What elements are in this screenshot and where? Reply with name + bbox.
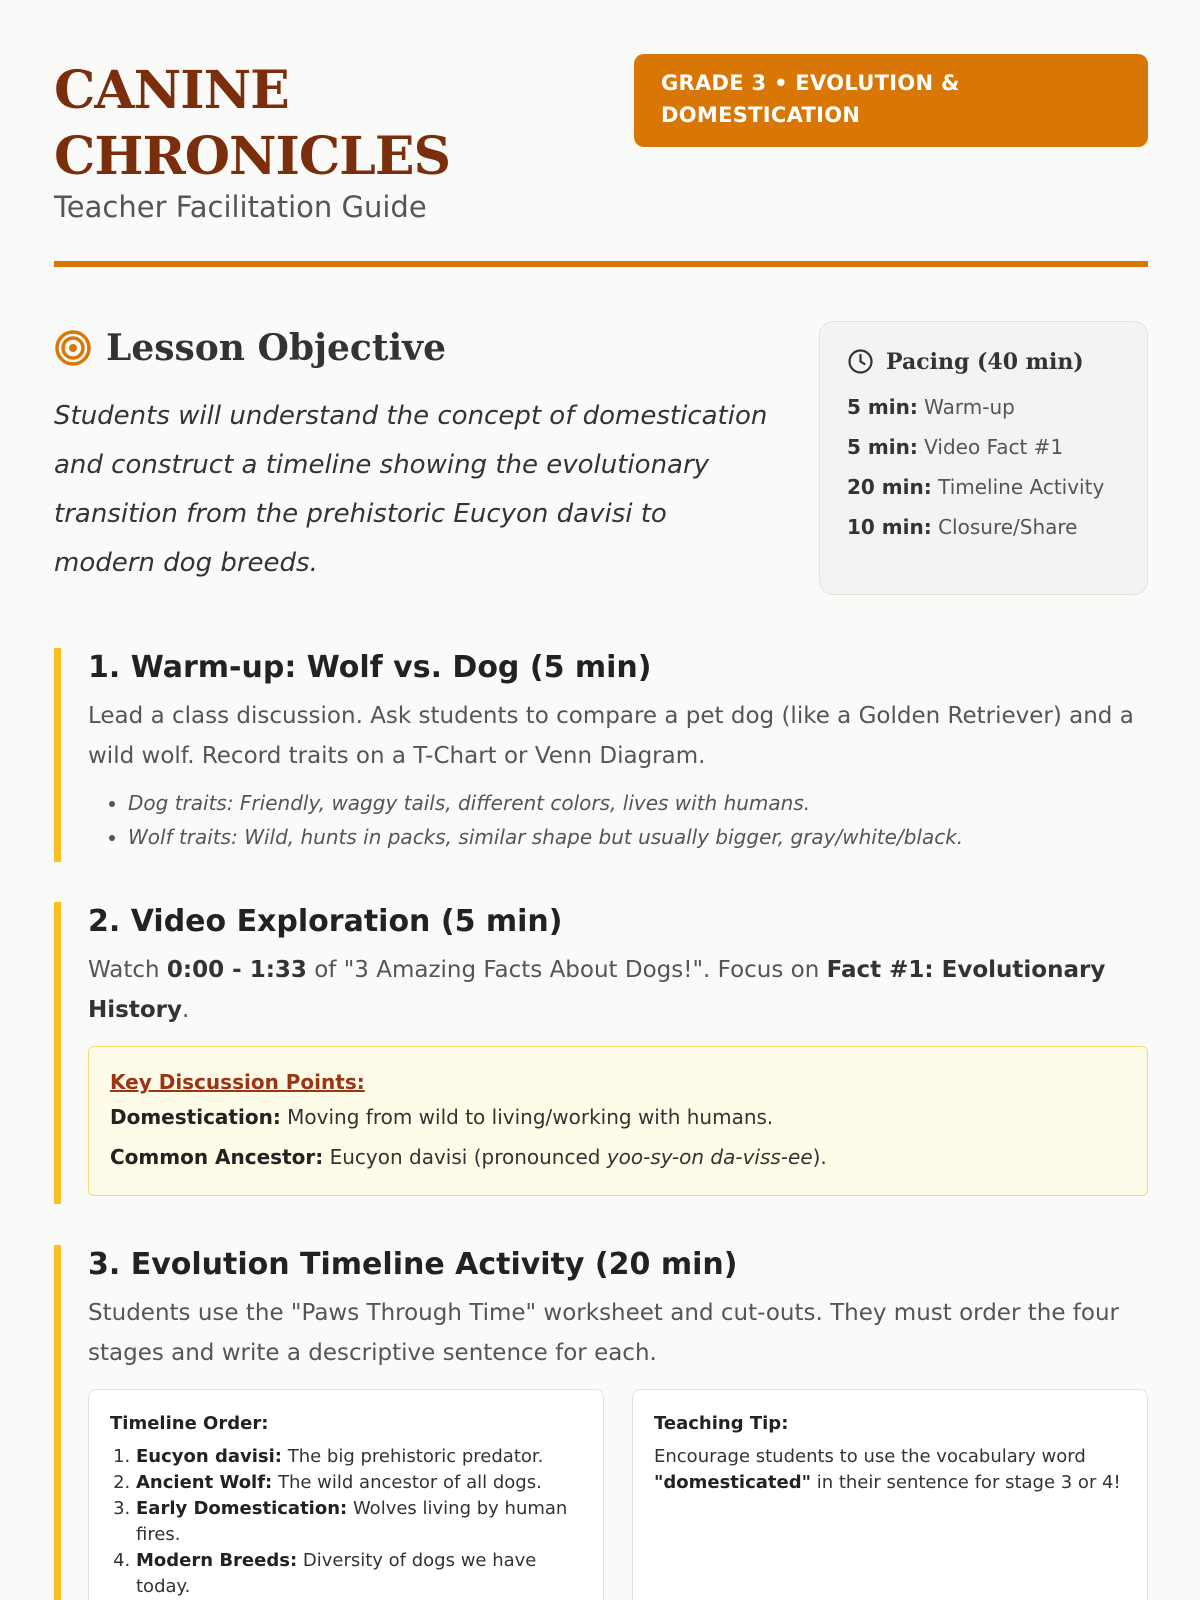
objective-title: Lesson Objective <box>106 327 446 369</box>
section-body: Lead a class discussion. Ask students to compare a pet dog (like a Golden Retriever) and a wild wolf. Record traits on a T-Chart or Venn Diagram. <box>88 703 1134 769</box>
section-body: Watch 0:00 - 1:33 of "3 Amazing Facts About Dogs!". Focus on Fact #1: Evolutionary History. <box>88 957 1106 1023</box>
objective-text: Students will understand the concept of domestication and construct a timeline showing the evolutionary transition from the prehistoric Eucyon davisi to modern dog breeds. <box>54 401 768 578</box>
target-icon <box>54 329 92 367</box>
list-item: • Wolf traits: Wild, hunts in packs, similar shape but usually bigger, gray/white/black. <box>128 820 1148 854</box>
card-title: Timeline Order: <box>110 1413 269 1434</box>
tip-text: Encourage students to use the vocabulary word "domesticated" in their sentence for stage 3 or 4! <box>654 1446 1121 1493</box>
badge-line-2: DOMESTICATION <box>661 103 861 127</box>
lesson-objective <box>54 320 774 588</box>
clock-icon <box>847 348 874 375</box>
header <box>54 0 1148 268</box>
pacing-title: Pacing (40 min) <box>886 348 1084 375</box>
page-title <box>54 58 614 190</box>
objective-header <box>54 320 774 376</box>
pacing-box <box>819 321 1148 595</box>
key-point: Common Ancestor: Eucyon davisi (pronounced yoo-sy-on da-viss-ee). <box>110 1145 827 1169</box>
list-item: 1. Eucyon davisi: The big prehistoric predator. <box>136 1444 582 1470</box>
key-discussion-title: Key Discussion Points: <box>110 1070 365 1094</box>
trait-list <box>88 786 1148 854</box>
section-timeline <box>54 1245 1148 1600</box>
title-line-2: CHRONICLES <box>54 126 451 187</box>
timeline-order-card <box>88 1389 604 1600</box>
page <box>54 0 1148 1597</box>
list-item: 4. Modern Breeds: Diversity of dogs we have today. <box>136 1548 582 1600</box>
page-subtitle: Teacher Facilitation Guide <box>54 190 427 224</box>
badge-line-1: GRADE 3 • EVOLUTION & <box>661 71 960 95</box>
list-item: 3. Early Domestication: Wolves living by human fires. <box>136 1496 582 1548</box>
pacing-row: 5 min: Video Fact #1 <box>847 435 1064 459</box>
section-title: 3. Evolution Timeline Activity (20 min) <box>88 1247 738 1282</box>
card-title: Teaching Tip: <box>654 1413 789 1434</box>
activity-cards <box>88 1389 1148 1600</box>
section-title: 2. Video Exploration (5 min) <box>88 904 563 939</box>
section-body: Students use the "Paws Through Time" worksheet and cut-outs. They must order the four stages and write a descriptive sentence for each. <box>88 1300 1119 1366</box>
pacing-row: 20 min: Timeline Activity <box>847 475 1105 499</box>
pacing-row: 10 min: Closure/Share <box>847 515 1078 539</box>
title-line-1: CANINE <box>54 60 289 121</box>
key-discussion-box <box>88 1046 1148 1196</box>
section-video <box>54 902 1148 1204</box>
section-title: 1. Warm-up: Wolf vs. Dog (5 min) <box>88 650 652 685</box>
pacing-header <box>847 348 1120 375</box>
key-point: Domestication: Moving from wild to living/working with humans. <box>110 1105 774 1129</box>
list-item: • Dog traits: Friendly, waggy tails, different colors, lives with humans. <box>128 786 1148 820</box>
list-item: 2. Ancient Wolf: The wild ancestor of all dogs. <box>136 1470 582 1496</box>
pacing-row: 5 min: Warm-up <box>847 395 1015 419</box>
timeline-list <box>110 1444 582 1600</box>
section-warm-up <box>54 648 1148 862</box>
header-divider <box>54 261 1148 267</box>
grade-badge <box>634 54 1148 147</box>
teaching-tip-card <box>632 1389 1148 1600</box>
